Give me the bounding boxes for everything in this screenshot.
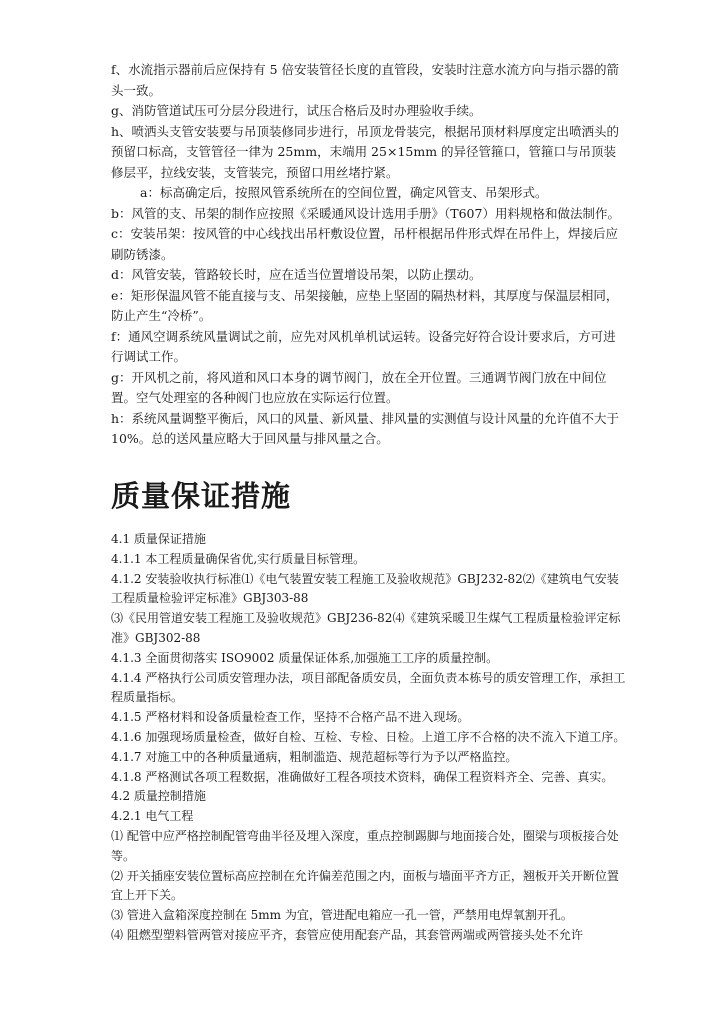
paragraph-sprinkler-branch: h、喷洒头支管安装要与吊顶装修同步进行，吊顶龙骨装完，根据吊顶材料厚度定出喷洒头的预留口标高，支管管径一律为 25mm，末端用 25×15mm 的异径管箍口，管箍口与吊顶装修层平，拉线安装，支管装完，预留口用丝堵拧紧。 (111, 123, 620, 180)
clause-4-1-6: 4.1.6 加强现场质量检查，做好自检、互检、专检、日检。上道工序不合格的决不流入下道工序。 (111, 729, 626, 744)
installation-notes-section (111, 60, 626, 450)
item-4-pvc-pipe: ⑷ 阻燃型塑料管两管对接应平齐，套管应使用配套产品，其套管两端或两管接头处不允许 (111, 927, 583, 942)
clause-4-1-8: 4.1.8 严格测试各项工程数据，准确做好工程各项技术资料，确保工程资料齐全、完善、真实。 (111, 769, 614, 784)
paragraph-duct-f: f：通风空调系统风量调试之前，应先对风机单机试运转。设备完好符合设计要求后，方可进行调试工作。 (111, 328, 616, 364)
clause-4-1: 4.1 质量保证措施 (111, 532, 206, 546)
paragraph-duct-b: b：风管的支、吊架的制作应按照《采暖通风设计选用手册》（T607）用料规格和做法制作。 (111, 205, 620, 221)
paragraph-duct-g: g：开风机之前，将风道和风口本身的调节阀门，放在全开位置。三通调节阀门放在中间位置。空气处理室的各种阀门也应放在实际运行位置。 (111, 369, 607, 405)
item-1-conduit: ⑴ 配管中应严格控制配管弯曲半径及埋入深度，重点控制踢脚与地面接合处，圈梁与项板接合处等。 (111, 828, 619, 863)
clause-4-1-3: 4.1.3 全面贯彻落实 ISO9002 质量保证体系,加强施工工序的质量控制。 (111, 650, 499, 665)
quality-measures-section (111, 530, 626, 946)
paragraph-pressure-test: g、消防管道试压可分层分段进行，试压合格后及时办理验收手续。 (111, 103, 482, 118)
item-2-switch-socket: ⑵ 开关插座安装位置标高应控制在允许偏差范围之内，面板与墙面平齐方正，翘板开关开断位置宜上开下关。 (111, 868, 619, 903)
clause-4-1-1: 4.1.1 本工程质量确保省优,实行质量目标管理。 (111, 551, 366, 566)
clause-4-2-1: 4.2.1 电气工程 (111, 809, 194, 824)
clause-4-1-5: 4.1.5 严格材料和设备质量检查工作，坚持不合格产品不进入现场。 (111, 710, 470, 725)
paragraph-duct-c: c：安装吊架：按风管的中心线找出吊杆敷设位置，吊杆根据吊件形式焊在吊件上，焊接后应刷防锈漆。 (111, 226, 619, 262)
item-3-box-depth: ⑶ 管进入盒箱深度控制在 5mm 为宜，管进配电箱应一孔一管，严禁用电焊氧割开孔。 (111, 908, 573, 923)
clause-4-1-2: 4.1.2 安装验收执行标准⑴《电气装置安装工程施工及验收规范》GBJ232-82⑵《建筑电气安装工程质量检验评定标准》GBJ303-88 (111, 571, 619, 606)
paragraph-duct-h: h：系统风量调整平衡后，风口的风量、新风量、排风量的实测值与设计风量的允许值不大于 10%。总的送风量应略大于回风量与排风量之合。 (111, 410, 620, 446)
clause-4-1-4: 4.1.4 严格执行公司质安管理办法，项目部配备质安员，全面负责本栋号的质安管理工作，承担工程质量指标。 (111, 670, 626, 705)
section-heading: 质量保证措施 (111, 479, 292, 513)
paragraph-duct-d: d：风管安装，管路较长时，应在适当位置增设吊架，以防止摆动。 (111, 267, 482, 282)
clause-4-1-2-cont: ⑶《民用管道安装工程施工及验收规范》GBJ236-82⑷《建筑采暖卫生煤气工程质量检验评定标准》GBJ302-88 (111, 611, 621, 645)
clause-4-2: 4.2 质量控制措施 (111, 789, 206, 804)
paragraph-duct-e: e：矩形保温风管不能直接与支、吊架接触，应垫上坚固的隔热材料，其厚度与保温层相同，防止产生“冷桥”。 (111, 287, 619, 323)
clause-4-1-7: 4.1.7 对施工中的各种质量通病，粗制滥造、规范超标等行为予以严格监控。 (111, 749, 518, 764)
paragraph-duct-a: a：标高确定后，按照风管系统所在的空间位置，确定风管支、吊架形式。 (140, 185, 548, 200)
paragraph-water-flow-indicator: f、水流指示器前后应保持有 5 倍安装管径长度的直管段，安装时注意水流方向与指示器的箭头一致。 (111, 62, 620, 98)
